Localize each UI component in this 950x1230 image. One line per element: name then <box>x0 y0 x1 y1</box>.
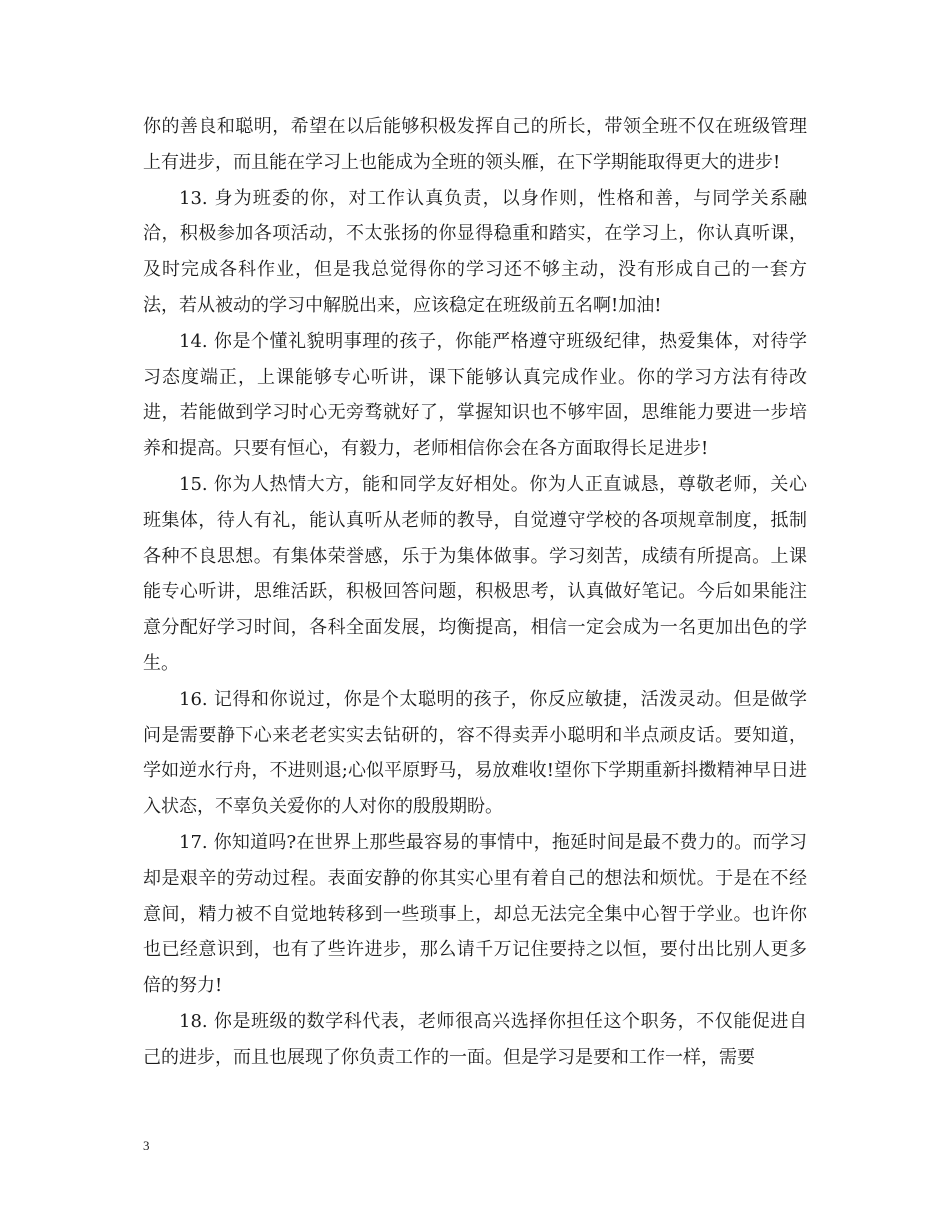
paragraph-15: 15. 你为人热情大方，能和同学友好相处。你为人正直诚恳，尊敬老师，关心班集体，待人有礼，能认真听从老师的教导，自觉遵守学校的各项规章制度，抵制各种不良思想。有集体荣誉感，乐于为集体做事。学习刻苦，成绩有所提高。上课能专心听讲，思维活跃，积极回答问题，积极思考，认真做好笔记。今后如果能注意分配好学习时间，各科全面发展，均衡提高，相信一定会成为一名更加出色的学生。 <box>143 473 807 674</box>
paragraph-18: 18. 你是班级的数学科代表，老师很高兴选择你担任这个职务，不仅能促进自己的进步，而且也展现了你负责工作的一面。但是学习是要和工作一样，需要 <box>143 1010 807 1068</box>
page-number: 3 <box>143 1138 150 1153</box>
paragraph-continuation: 你的善良和聪明，希望在以后能够积极发挥自己的所长，带领全班不仅在班级管理上有进步，而且能在学习上也能成为全班的领头雁，在下学期能取得更大的进步! <box>143 116 807 173</box>
paragraph-16: 16. 记得和你说过，你是个太聪明的孩子，你反应敏捷，活泼灵动。但是做学问是需要静下心来老老实实去钻研的，容不得卖弄小聪明和半点顽皮话。要知道，学如逆水行舟，不进则退;心似平原野马，易放难收!望你下学期重新抖擞精神早日进入状态，不辜负关爱你的人对你的殷殷期盼。 <box>143 688 807 818</box>
paragraph-13: 13. 身为班委的你，对工作认真负责，以身作则，性格和善，与同学关系融洽，积极参加各项活动，不太张扬的你显得稳重和踏实，在学习上，你认真听课，及时完成各科作业，但是我总觉得你的学习还不够主动，没有形成自己的一套方法，若从被动的学习中解脱出来，应该稳定在班级前五名啊!加油! <box>143 187 807 316</box>
paragraph-17: 17. 你知道吗?在世界上那些最容易的事情中，拖延时间是最不费力的。而学习却是艰辛的劳动过程。表面安静的你其实心里有着自己的想法和烦忧。于是在不经意间，精力被不自觉地转移到一些琐事上，却总无法完全集中心智于学业。也许你也已经意识到，也有了些许进步，那么请千万记住要持之以恒，要付出比别人更多倍的努力! <box>143 831 807 997</box>
paragraph-14: 14. 你是个懂礼貌明事理的孩子，你能严格遵守班级纪律，热爱集体，对待学习态度端正，上课能够专心听讲，课下能够认真完成作业。你的学习方法有待改进，若能做到学习时心无旁骛就好了，掌握知识也不够牢固，思维能力要进一步培养和提高。只要有恒心，有毅力，老师相信你会在各方面取得长足进步! <box>143 330 807 460</box>
document-body <box>143 109 807 1076</box>
